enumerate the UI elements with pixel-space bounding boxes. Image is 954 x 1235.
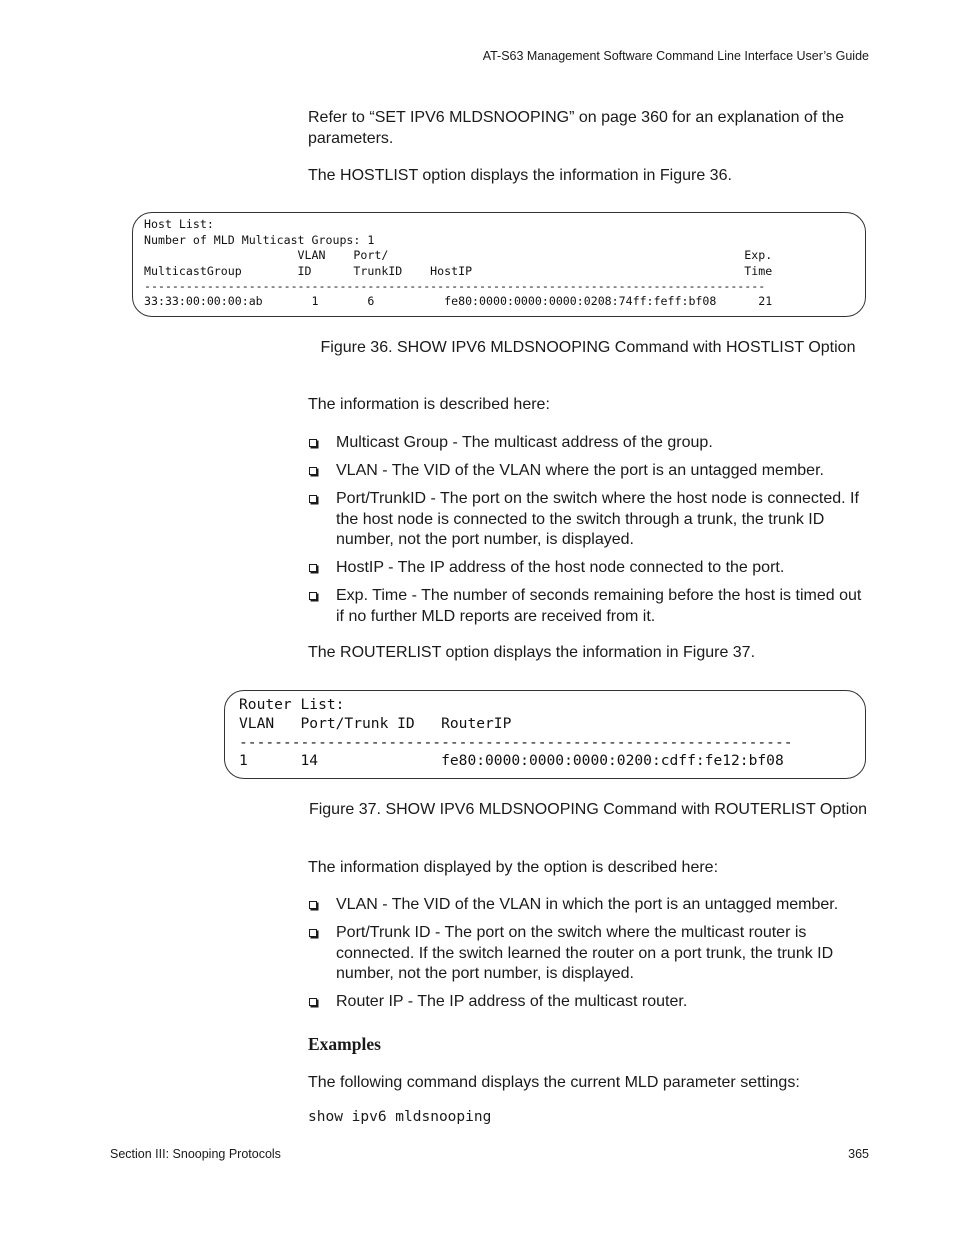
running-header: AT-S63 Management Software Command Line Interface User’s Guide [482,49,869,63]
list-item: Router IP - The IP address of the multicast router. [308,992,873,1013]
bullet-box-icon [309,901,317,909]
page-number: 365 [848,1147,869,1161]
hostlist-intro: The HOSTLIST option displays the information in Figure 36. [308,167,732,184]
bullet-box-icon [309,592,317,600]
fig37-header: VLAN Port/Trunk ID RouterIP [239,715,512,732]
examples-heading: Examples [308,1034,381,1054]
bullet-box-icon [309,467,317,475]
routerlist-intro: The ROUTERLIST option displays the information in Figure 37. [308,644,756,661]
routerlist-desc-intro: The information displayed by the option is described here: [308,859,719,876]
figure-36-caption: Figure 36. SHOW IPV6 MLDSNOOPING Command with HOSTLIST Option [320,339,856,356]
fig36-header-1: VLAN Port/ Exp. [144,248,773,262]
list-item: Multicast Group - The multicast address of the group. [308,433,873,454]
bullet-box-icon [309,998,317,1006]
footer-section: Section III: Snooping Protocols [110,1147,281,1161]
figure-37-box [224,690,866,779]
fig36-line2: Number of MLD Multicast Groups: 1 [144,233,375,247]
example-command: show ipv6 mldsnooping [308,1109,492,1125]
fig36-row: 33:33:00:00:00:ab 1 6 fe80:0000:0000:0000:0208:74ff:feff:bf08 21 [144,294,773,308]
refer-paragraph: Refer to “SET IPV6 MLDSNOOPING” on page 360 for an explanation of the parameters. [308,109,844,147]
fig37-row: 1 14 fe80:0000:0000:0000:0200:cdff:fe12:bf08 [239,752,784,769]
list-item: VLAN - The VID of the VLAN in which the port is an untagged member. [308,895,873,916]
bullet-box-icon [309,439,317,447]
list-item: Exp. Time - The number of seconds remaining before the host is timed out if no further MLD reports are received from it. [308,586,873,627]
hostlist-desc-intro: The information is described here: [308,396,550,413]
fig36-line1: Host List: [144,217,214,231]
routerlist-field-list [308,895,873,1013]
fig36-rule: ----------------------------------------------------------------------------------------- [144,279,766,293]
fig37-rule: --------------------------------------------------------------- [239,734,793,751]
bullet-box-icon [309,929,317,937]
hostlist-field-list [308,433,873,627]
fig37-line1: Router List: [239,696,345,713]
list-item: HostIP - The IP address of the host node connected to the port. [308,558,873,579]
bullet-box-icon [309,495,317,503]
list-item: Port/TrunkID - The port on the switch where the host node is connected. If the host node is connected to the switch through a trunk, the trunk ID number, not the port number, is displayed. [308,489,873,551]
bullet-box-icon [309,564,317,572]
list-item: VLAN - The VID of the VLAN where the port is an untagged member. [308,461,873,482]
list-item: Port/Trunk ID - The port on the switch where the multicast router is connected. If the switch learned the router on a port trunk, the trunk ID number, not the port number, is displayed. [308,923,873,985]
examples-text: The following command displays the current MLD parameter settings: [308,1074,800,1091]
figure-36-box [132,212,866,317]
figure-37-caption: Figure 37. SHOW IPV6 MLDSNOOPING Command with ROUTERLIST Option [308,801,868,818]
fig36-header-2: MulticastGroup ID TrunkID HostIP Time [144,264,773,278]
